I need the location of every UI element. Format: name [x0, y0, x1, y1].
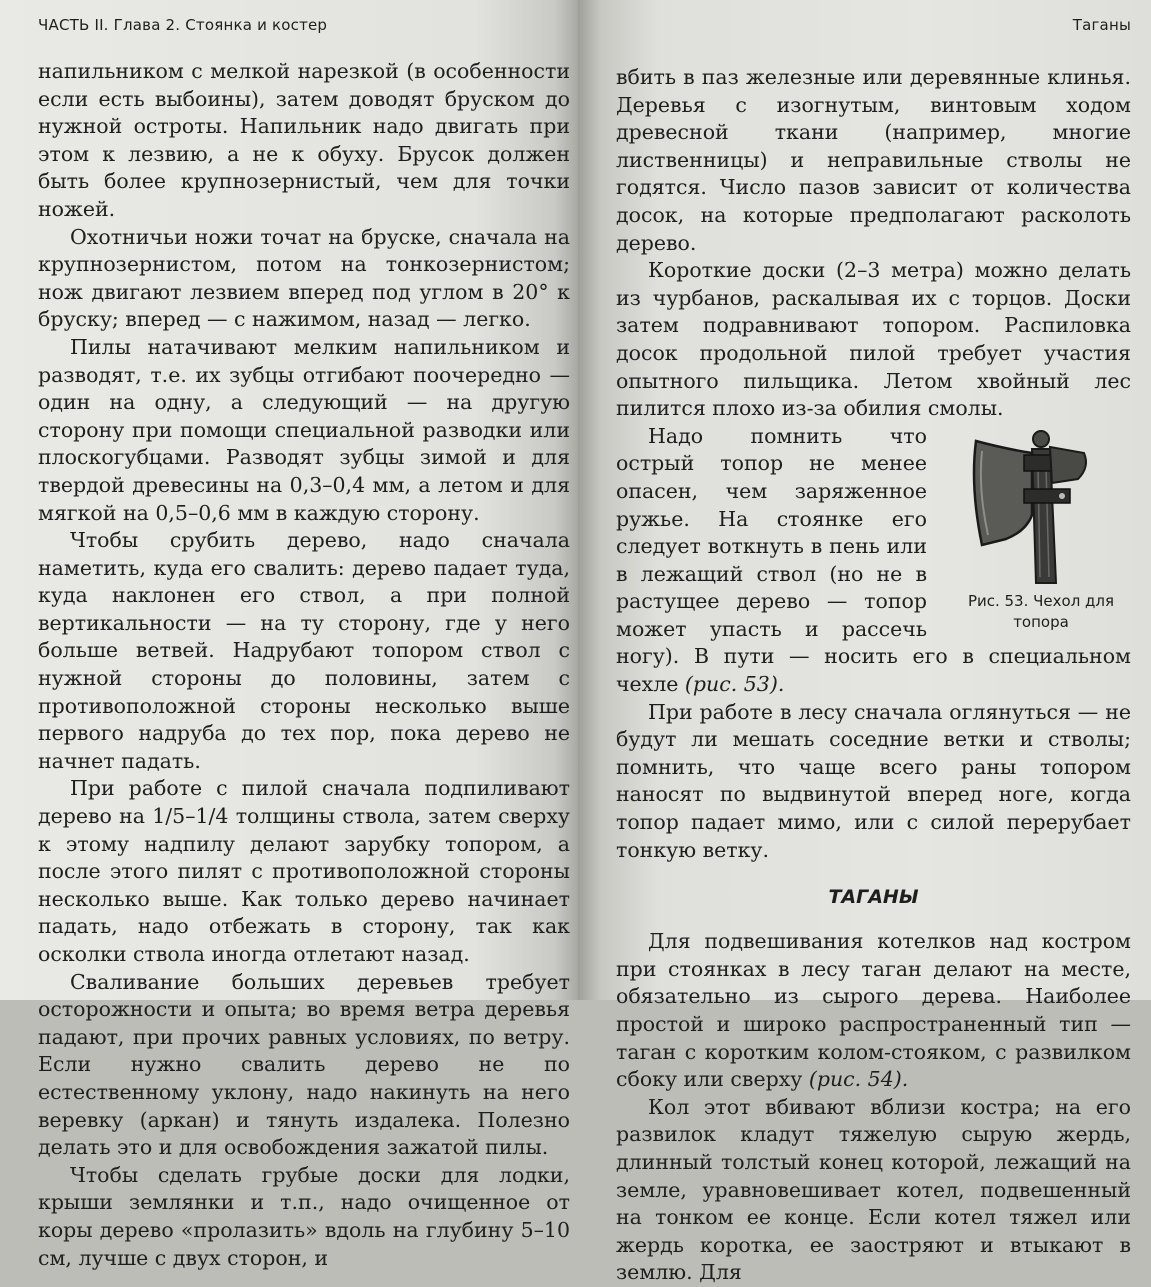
figure-53	[941, 427, 1141, 633]
figure-caption: Рис. 53. Чехол для топора	[967, 591, 1115, 631]
right-page-text	[616, 64, 1131, 1287]
paragraph: вбить в паз железные или деревянные клинья. Деревья с изогнутым, винтовым ходом древесной ткани (например, многие лиственницы) и неправильные стволы не годятся. Число пазов зависит от количества досок, на которые предполагают расколоть дерево.	[616, 65, 1131, 255]
paragraph-text: Для подвешивания котелков над костром при стоянках в лесу таган делают на месте, обязательно из сырого дерева. Наиболее простой и широко распространенный тип — таган с коротким колом-стояком, с развилком сбоку или сверху	[616, 929, 1131, 1092]
paragraph: Кол этот вбивают вблизи костра; на его развилок кладут тяжелую сырую жердь, длинный толстый конец которой, лежащий на земле, уравновешивает котел, подвешенный на тонком ее конце. Если котел тяжел или жердь коротка, ее заостряют и втыкают в землю. Для	[616, 1094, 1131, 1285]
figure-reference: (рис. 54).	[808, 1067, 909, 1092]
paragraph	[616, 928, 1131, 1094]
paragraph: При работе с пилой сначала подпиливают дерево на 1/5–1/4 толщины ствола, затем сверху к этому надпилу делают зарубку топором, а после этого пилят с противоположной стороны несколько выше. Как только дерево начинает падать, надо отбежать в сторону, так как осколки ствола иногда отлетают назад.	[38, 776, 570, 966]
paragraph: Чтобы сделать грубые доски для лодки, крыши землянки и т.п., надо очищенное от коры дерево «пролазить» вдоль на глубину 5–10 см, лучше с двух сторон, и	[38, 1162, 570, 1270]
left-page	[0, 0, 578, 1270]
axe-in-sheath-icon	[966, 427, 1116, 587]
paragraph: При работе в лесу сначала оглянуться — не будут ли мешать соседние ветки и стволы; помнить, что чаще всего раны топором наносят по выдвинутой вперед ноге, когда топор падает мимо, или с силой перерубает тонкую ветку.	[616, 699, 1131, 862]
paragraph: Короткие доски (2–3 метра) можно делать из чурбанов, раскалывая их с торцов. Доски затем подравнивают топором. Распиловка досок продольной пилой требует участия опытного пильщика. Летом хвойный лес пилится плохо из-за обилия смолы.	[616, 258, 1131, 421]
paragraph: напильником с мелкой нарезкой (в особенности если есть выбоины), затем доводят бруском до нужной остроты. Напильник надо двигать при этом к лезвию, а не к обуху. Брусок должен быть более крупнозернистый, чем для точки ножей.	[38, 59, 570, 221]
paragraph: Охотничьи ножи точат на бруске, сначала на крупнозернистом, потом на тонкозернистом; нож двигают лезвием вперед под углом в 20° к бруску; вперед — с нажимом, назад — легко.	[38, 224, 570, 332]
left-running-head: ЧАСТЬ II. Глава 2. Стоянка и костер	[38, 16, 328, 34]
right-page	[578, 0, 1151, 1285]
paragraph: Сваливание больших деревьев требует осторожности и опыта; во время ветра деревья падают, при прочих равных условиях, по ветру. Если нужно свалить дерево не по естественному уклону, надо накинуть на него веревку (аркан) и тянуть издалека. Полезно делать это и для освобождения зажатой пилы.	[38, 969, 570, 1160]
left-page-text	[38, 58, 570, 1272]
section-title: ТАГАНЫ	[828, 886, 919, 909]
paragraph-text: Надо помнить что острый топор не менее опасен, чем заряженное ружье. На стоянке его следует воткнуть в пень или в лежащий ствол (но не в растущее дерево — топор может упасть и рассечь ногу). В пути — носить его в специальном чехле	[616, 423, 1131, 697]
figure-reference: (рис. 53).	[684, 672, 785, 697]
paragraph: Пилы натачивают мелким напильником и разводят, т.е. их зубцы отгибают поочередно — один на одну, а следующий — на другую сторону при помощи специальной разводки или плоскогубцами. Разводят зубцы зимой и для твердой древесины на 0,3–0,4 мм, а летом и для мягкой на 0,5–0,6 мм в каждую сторону.	[38, 334, 570, 525]
right-running-head: Таганы	[1072, 16, 1131, 34]
paragraph: Чтобы срубить дерево, надо сначала наметить, куда его свалить: дерево падает туда, куда наклонен его ствол, а при полной вертикальности — на ту сторону, где у него больше ветвей. Надрубают топором ствол с нужной стороны до половины, затем с противоположной стороны несколько выше первого надруба до тех пор, пока дерево не начнет падать.	[38, 528, 570, 773]
